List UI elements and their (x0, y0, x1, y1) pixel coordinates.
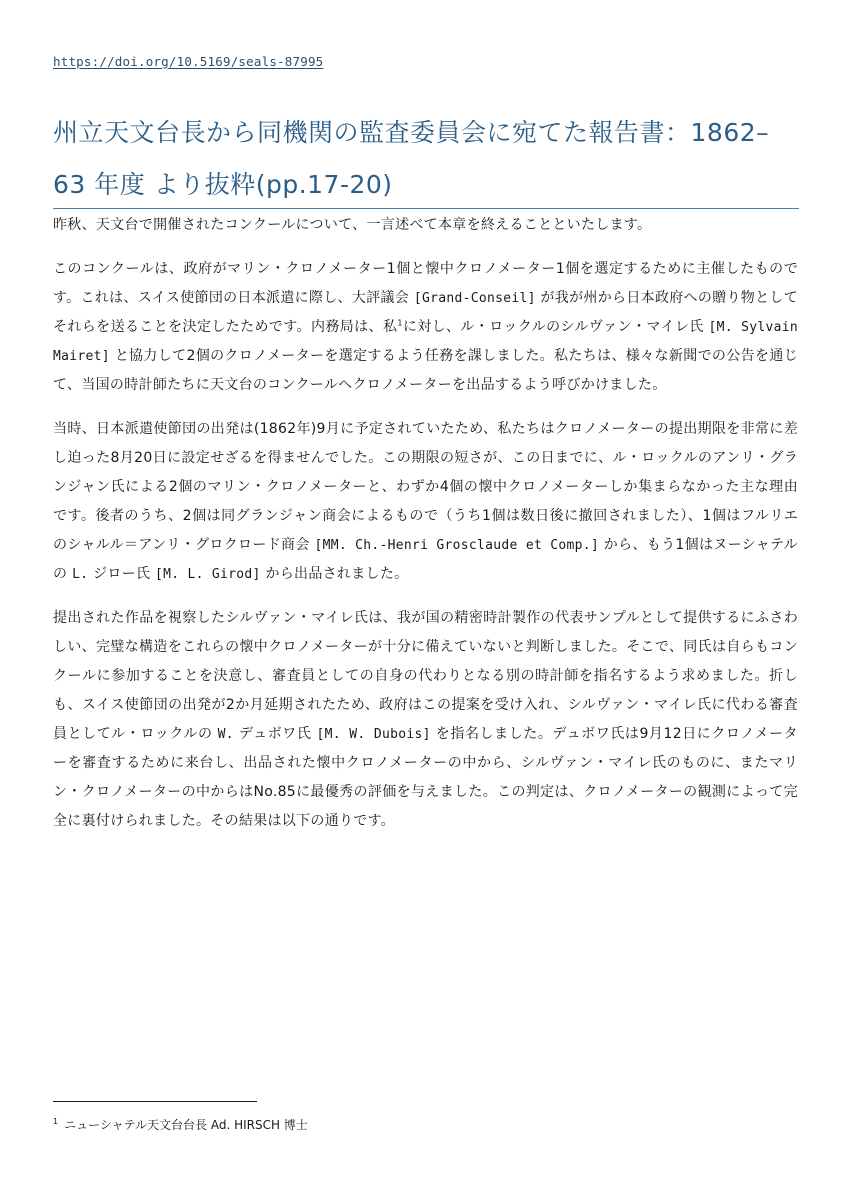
latin-term: [M. Sylvain Mairet] (53, 320, 798, 364)
paragraph-4: 提出された作品を視察したシルヴァン・マイレ氏は、我が国の精密時計製作の代表サンプルとして提供するにふさわしい、完璧な構造をこれらの懐中クロノメーターが十分に備えていないと判断しました。そこで、同氏は自らもコンクールに参加することを決意し、審査員としての自身の代わりとなる別の時計師を指名するよう求めました。折しも、スイス使節団の出発が2か月延期されたため、政府はこの提案を受け入れ、シルヴァン・マイレ氏に代わる審査員としてル・ロックルの W. デュボワ氏 [M. W. Dubois] を指名しました。デュボワ氏は9月12日にクロノメーターを審査するために来台し、出品された懐中クロノメーターの中から、シルヴァン・マイレ氏のものに、またマリン・クロノメーターの中からはNo.85に最優秀の評価を与えました。この判定は、クロノメーターの観測によって完全に裏付けられました。その結果は以下の通りです。 (53, 610, 798, 829)
paragraph-1: 昨秋、天文台で開催されたコンクールについて、一言述べて本章を終えることといたします。 (53, 217, 652, 233)
latin-term: [M. W. Dubois] (316, 727, 431, 742)
latin-term: [MM. Ch.-Henri Grosclaude et Comp.] (314, 538, 600, 553)
footnote-ref[interactable]: 1 (397, 318, 403, 328)
latin-term: L. (72, 567, 89, 582)
latin-term: W. (217, 727, 234, 742)
footnote-mark: 1 (53, 1117, 59, 1126)
paragraph-2: このコンクールは、政府がマリン・クロノメーター1個と懐中クロノメーター1個を選定するために主催したものです。これは、スイス使節団の日本派遣に際し、大評議会 [Grand-Conseil] が我が州から日本政府への贈り物としてそれらを送ることを決定したためです。内務局は、私$^1$に対し、ル・ロックルのシルヴァン・マイレ氏 [M. Sylvain Mairet] と協力して2個のクロノメーターを選定するよう任務を課しました。私たちは、様々な新聞での公告を通じて、当国の時計師たちに天文台のコンクールへクロノメーターを出品するよう呼びかけました。 (53, 261, 798, 393)
body-text (53, 211, 798, 836)
latin-term: [Grand-Conseil] (413, 291, 536, 306)
footnote (53, 1116, 308, 1133)
paragraph-3: 当時、日本派遣使節団の出発は(1862年)9月に予定されていたため、私たちはクロノメーターの提出期限を非常に差し迫った8月20日に設定せざるを得ませんでした。この期限の短さが、この日までに、ル・ロックルのアンリ・グランジャン氏による2個のマリン・クロノメーターと、わずか4個の懐中クロノメーターしか集まらなかった主な理由です。後者のうち、2個は同グランジャン商会によるもので（うち1個は数日後に撤回されました）、1個はフルリエのシャルル＝アンリ・グロクロード商会 [MM. Ch.-Henri Grosclaude et Comp.] から、もう1個はヌーシャテルの L. ジロー氏 [M. L. Girod] から出品されました。 (53, 421, 798, 582)
footnote-text: ニューシャテル天文台台長 Ad. HIRSCH 博士 (64, 1118, 308, 1132)
footnote-divider (53, 1101, 257, 1102)
doi-link[interactable]: https://doi.org/10.5169/seals-87995 (53, 54, 324, 69)
title-divider (53, 208, 799, 209)
page-title: 州立天文台長から同機関の監査委員会に宛てた報告書：1862–63 年度 より抜粋(pp.17-20) (53, 118, 770, 199)
latin-term: [M. L. Girod] (155, 567, 261, 582)
